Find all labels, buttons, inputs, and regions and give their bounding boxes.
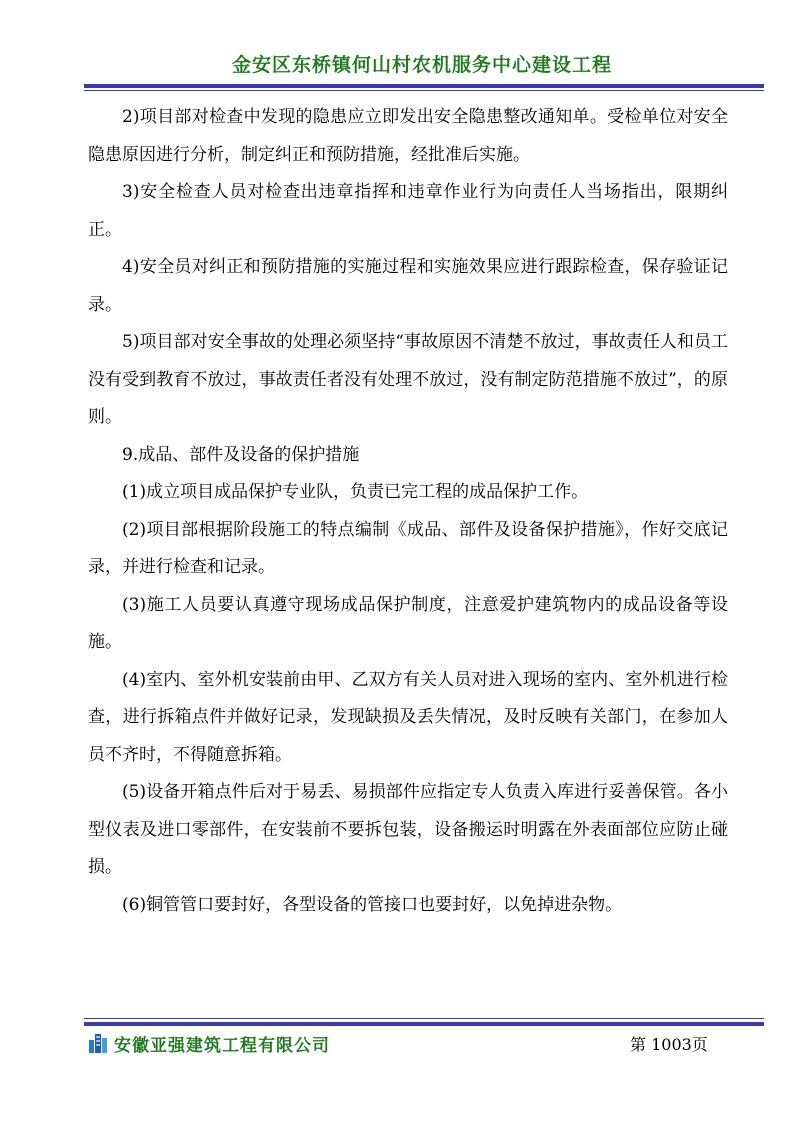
footer-rule-thin bbox=[84, 1018, 764, 1019]
paragraph-measure-6: (6)铜管管口要封好，各型设备的管接口也要封好，以免掉进杂物。 bbox=[122, 894, 623, 915]
footer-page-number: 第 1003页 bbox=[630, 1035, 708, 1054]
paragraph-measure-1: (1)成立项目成品保护专业队，负责已完工程的成品保护工作。 bbox=[122, 482, 589, 502]
footer-rule-thick bbox=[84, 1022, 764, 1026]
header-rule-thin bbox=[84, 90, 764, 91]
paragraph-item-4: 4)安全员对纠正和预防措施的实施过程和实施效果应进行跟踪检查，保存验证记录。 bbox=[88, 257, 728, 315]
paragraph-measure-5: (5)设备开箱点件后对于易丢、易损部件应指定专人负责入库进行妥善保管。各小型仪表及进口零部件，在安装前不要拆包装，设备搬运时明露在外表面部位应防止碰损。 bbox=[88, 782, 728, 877]
document-body bbox=[88, 99, 728, 924]
header-rule-thick bbox=[84, 84, 764, 88]
section-heading-9: 9.成品、部件及设备的保护措施 bbox=[122, 444, 360, 465]
paragraph-item-2: 2)项目部对检查中发现的隐患应立即发出安全隐患整改通知单。受检单位对安全隐患原因进行分析，制定纠正和预防措施，经批准后实施。 bbox=[88, 107, 728, 165]
footer-company-name: 安徽亚强建筑工程有限公司 bbox=[114, 1035, 330, 1056]
paragraph-item-3: 3)安全检查人员对检查出违章指挥和违章作业行为向责任人当场指出，限期纠正。 bbox=[88, 182, 728, 240]
paragraph-measure-2: (2)项目部根据阶段施工的特点编制《成品、部件及设备保护措施》，作好交底记录，并进行检查和记录。 bbox=[88, 519, 728, 577]
paragraph-measure-3: (3)施工人员要认真遵守现场成品保护制度，注意爱护建筑物内的成品设备等设施。 bbox=[88, 594, 728, 652]
page-header-title: 金安区东桥镇何山村农机服务中心建设工程 bbox=[231, 54, 612, 76]
building-logo-icon bbox=[88, 1032, 108, 1054]
footer-company bbox=[88, 1030, 330, 1056]
paragraph-measure-4: (4)室内、室外机安装前由甲、乙双方有关人员对进入现场的室内、室外机进行检查，进行拆箱点件并做好记录，发现缺损及丢失情况，及时反映有关部门，在参加人员不齐时，不得随意拆箱。 bbox=[88, 669, 728, 765]
paragraph-item-5: 5)项目部对安全事故的处理必须坚持“事故原因不清楚不放过，事故责任人和员工没有受到教育不放过，事故责任者没有处理不放过，没有制定防范措施不放过”，的原则。 bbox=[88, 332, 728, 427]
